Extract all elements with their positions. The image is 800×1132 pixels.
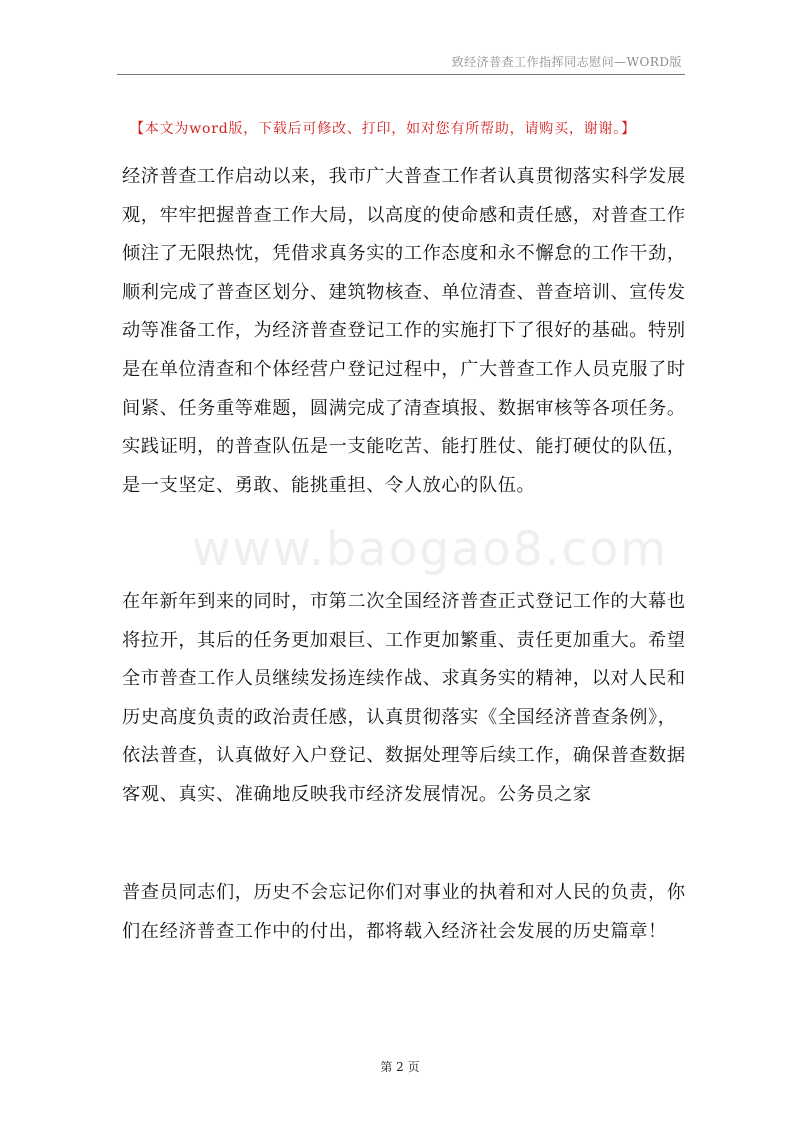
- document-header-title: 致经济普查工作指挥同志慰问—WORD版: [451, 55, 682, 69]
- body-paragraph-3: 普查员同志们，历史不会忘记你们对事业的执着和对人民的负责，你们在经济普查工作中的付出，都将载入经济社会发展的历史篇章！: [122, 882, 686, 942]
- header-divider: [117, 74, 685, 75]
- page-number: 第 2 页: [380, 1060, 420, 1074]
- red-notice-text: 【本文为word版，下载后可修改、打印，如对您有所帮助，请购买，谢谢。】: [130, 121, 636, 137]
- body-paragraph-1: 经济普查工作启动以来，我市广大普查工作者认真贯彻落实科学发展观，牢牢把握普查工作大局，以高度的使命感和责任感，对普查工作倾注了无限热忱，凭借求真务实的工作态度和永不懈怠的工作干劲，顺利完成了普查区划分、建筑物核查、单位清查、普查培训、宣传发动等准备工作，为经济普查登记工作的实施打下了很好的基础。特别是在单位清查和个体经营户登记过程中，广大普查工作人员克服了时间紧、任务重等难题，圆满完成了清查填报、数据审核等各项任务。实践证明，的普查队伍是一支能吃苦、能打胜仗、能打硬仗的队伍，是一支坚定、勇敢、能挑重担、令人放心的队伍。: [122, 166, 686, 496]
- body-paragraph-2: 在年新年到来的同时，市第二次全国经济普查正式登记工作的大幕也将拉开，其后的任务更加艰巨、工作更加繁重、责任更加重大。希望全市普查工作人员继续发扬连续作战、求真务实的精神，以对人民和历史高度负责的政治责任感，认真贯彻落实《全国经济普查条例》，依法普查，认真做好入户登记、数据处理等后续工作，确保普查数据客观、真实、准确地反映我市经济发展情况。公务员之家: [122, 591, 686, 805]
- watermark-text: www.baogao8.com: [192, 522, 668, 577]
